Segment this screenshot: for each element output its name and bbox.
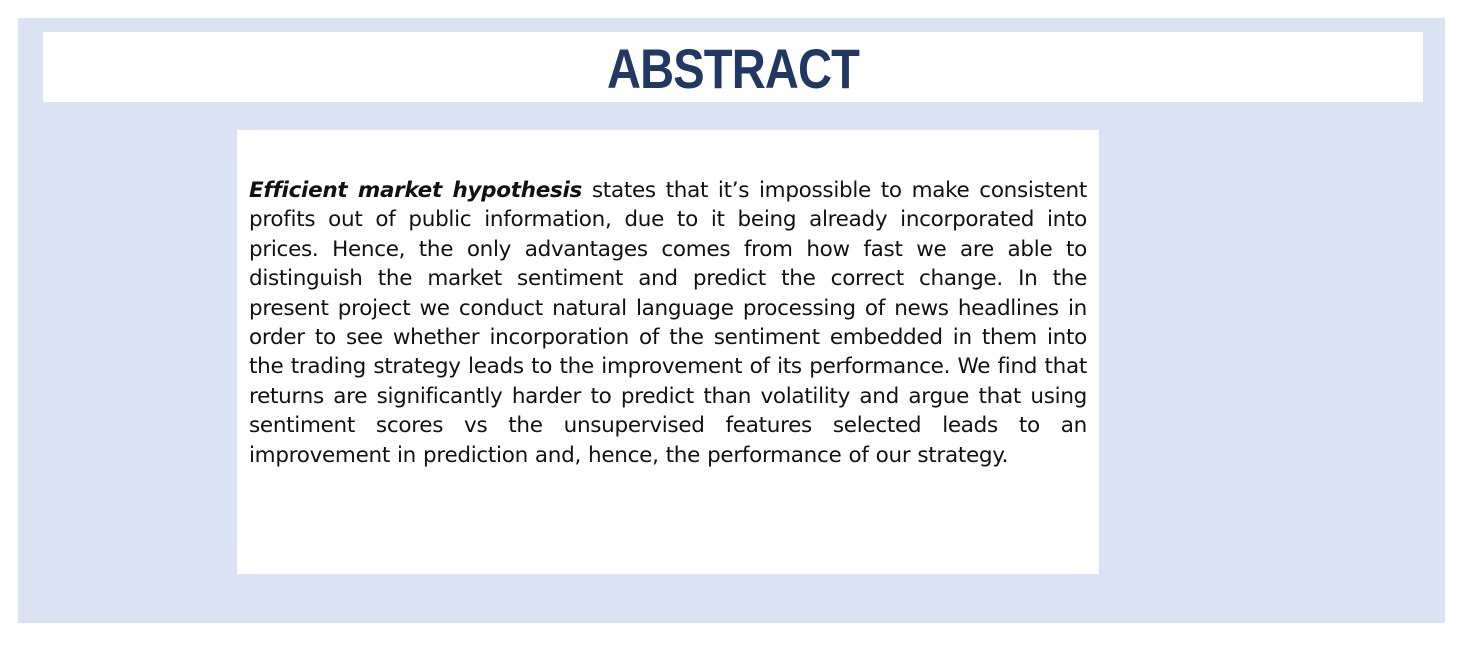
abstract-text-box [237, 130, 1099, 574]
key-term: Efficient market hypothesis [249, 178, 583, 203]
title-bar [43, 32, 1423, 102]
abstract-paragraph [249, 176, 1087, 470]
page-title: ABSTRACT [606, 37, 859, 100]
abstract-panel [18, 18, 1445, 623]
abstract-body: states that it’s impossible to make consistent profits out of public information, due to it being already incorporated into prices. Hence, the only advantages comes from how fast we are able to distinguish the market sentiment and predict the correct change. In the present project we conduct natural language processing of news headlines in order to see whether incorporation of the sentiment embedded in them into the trading strategy leads to the improvement of its performance. We find that returns are significantly harder to predict than volatility and argue that using sentiment scores vs the unsupervised features selected leads to an improvement in prediction and, hence, the performance of our strategy. [249, 178, 1087, 468]
